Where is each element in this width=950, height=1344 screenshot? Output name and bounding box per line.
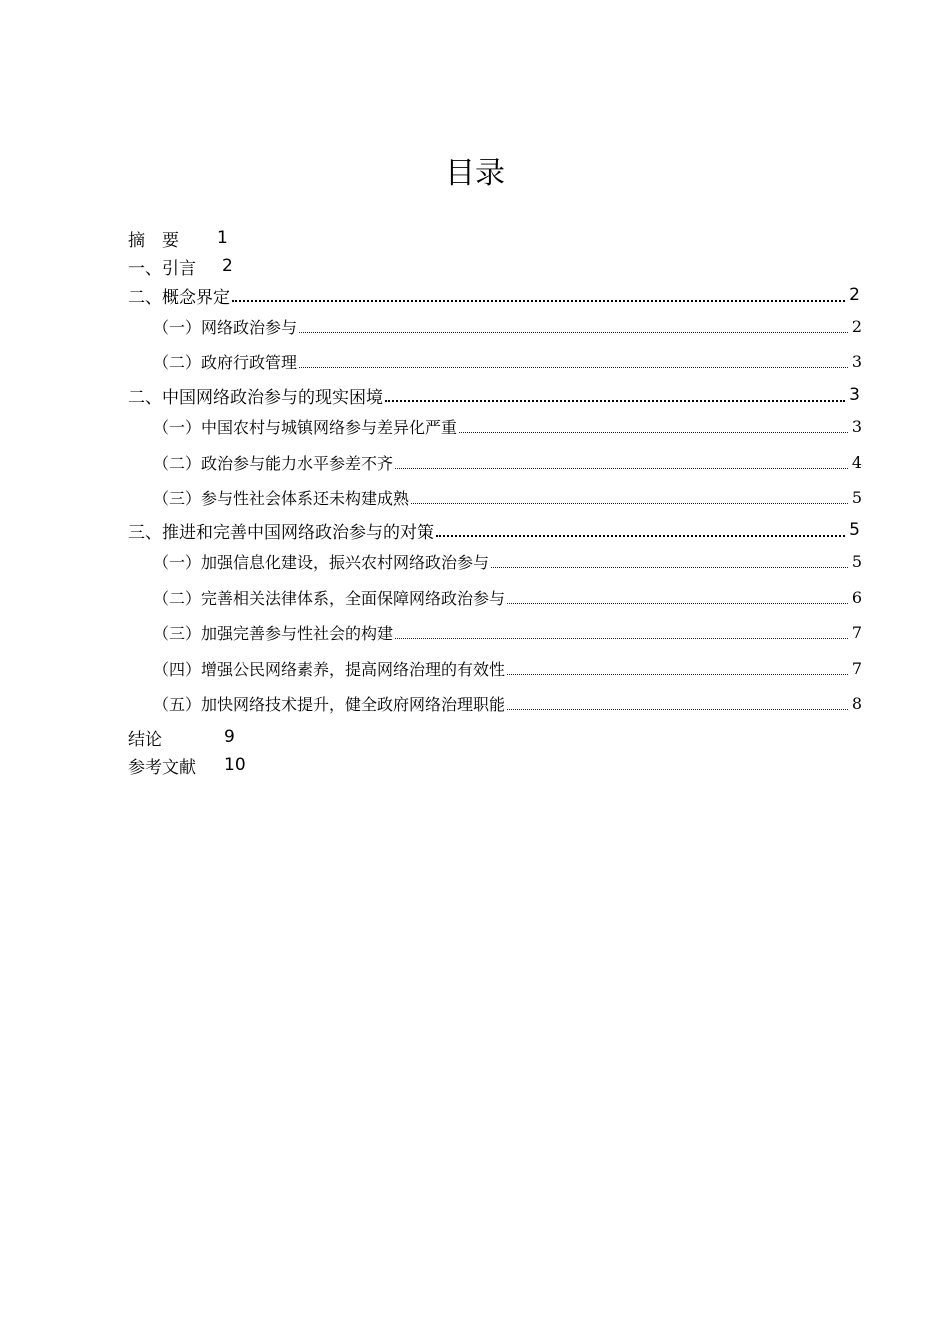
- toc-entry-section[interactable]: [153, 348, 862, 374]
- toc-entry-label: （一）网络政治参与: [153, 317, 298, 337]
- toc-leader-dots: [395, 638, 848, 639]
- toc-entry-chapter-dilemmas[interactable]: [128, 382, 860, 408]
- toc-leader-dots: [299, 367, 848, 368]
- toc-leader-dots: [507, 674, 848, 675]
- toc-entry-label: 三、推进和完善中国网络政治参与的对策: [128, 522, 434, 543]
- toc-entry-label: 二、概念界定: [128, 287, 230, 308]
- toc-entry-page: 9: [224, 727, 235, 747]
- toc-entry-label: 一、引言: [128, 258, 196, 279]
- toc-leader-dots: [411, 503, 848, 504]
- toc-entry-chapter-countermeasures[interactable]: [128, 517, 860, 543]
- toc-entry-references[interactable]: [128, 752, 246, 778]
- toc-entry-label: （三）参与性社会体系还未构建成熟: [153, 488, 410, 508]
- toc-entry-page: 7: [851, 658, 862, 678]
- toc-entry-label: （三）加强完善参与性社会的构建: [153, 623, 394, 643]
- toc-leader-dots: [491, 567, 848, 568]
- toc-entry-section[interactable]: [153, 655, 862, 681]
- toc-leader-dots: [395, 468, 848, 469]
- toc-entry-page: 2: [849, 285, 860, 305]
- toc-entry-chapter-concepts[interactable]: [128, 282, 860, 308]
- toc-entry-label: 结论: [128, 729, 162, 750]
- toc-entry-label: （一）加强信息化建设，振兴农村网络政治参与: [153, 552, 490, 572]
- toc-entry-section[interactable]: [153, 690, 862, 716]
- toc-entry-page: 3: [849, 385, 860, 405]
- toc-title: 目录: [445, 156, 505, 191]
- toc-entry-page: 2: [851, 316, 862, 336]
- toc-entry-page: 3: [851, 351, 862, 371]
- toc-entry-page: 6: [851, 587, 862, 607]
- toc-leader-dots: [385, 400, 845, 402]
- toc-entry-page: 5: [849, 520, 860, 540]
- toc-entry-label: 摘 要: [128, 230, 179, 251]
- toc-entry-introduction[interactable]: [128, 253, 233, 279]
- toc-entry-page: 10: [224, 755, 246, 775]
- toc-leader-dots: [299, 332, 848, 333]
- toc-entry-section[interactable]: [153, 484, 862, 510]
- toc-entry-label: （二）完善相关法律体系，全面保障网络政治参与: [153, 588, 506, 608]
- toc-entry-conclusion[interactable]: [128, 724, 235, 750]
- toc-entry-page: 8: [851, 693, 862, 713]
- toc-entry-page: 4: [851, 452, 862, 472]
- toc-entry-abstract[interactable]: [128, 225, 228, 251]
- toc-leader-dots: [232, 300, 845, 302]
- toc-entry-page: 5: [851, 551, 862, 571]
- toc-entry-section[interactable]: [153, 449, 862, 475]
- toc-entry-section[interactable]: [153, 619, 862, 645]
- toc-entry-label: （二）政府行政管理: [153, 352, 298, 372]
- toc-entry-page: 1: [217, 228, 228, 248]
- toc-entry-page: 7: [851, 622, 862, 642]
- toc-entry-label: （二）政治参与能力水平参差不齐: [153, 453, 394, 473]
- toc-leader-dots: [507, 603, 848, 604]
- toc-entry-section[interactable]: [153, 313, 862, 339]
- toc-entry-section[interactable]: [153, 584, 862, 610]
- toc-entry-label: （五）加快网络技术提升，健全政府网络治理职能: [153, 694, 506, 714]
- toc-entry-section[interactable]: [153, 413, 862, 439]
- toc-entry-label: （四）增强公民网络素养，提高网络治理的有效性: [153, 659, 506, 679]
- toc-entry-label: 二、中国网络政治参与的现实困境: [128, 387, 383, 408]
- toc-entry-label: （一）中国农村与城镇网络参与差异化严重: [153, 417, 458, 437]
- toc-entry-page: 2: [222, 256, 233, 276]
- toc-leader-dots: [459, 432, 848, 433]
- toc-leader-dots: [436, 535, 845, 537]
- toc-entry-page: 3: [851, 416, 862, 436]
- toc-entry-label: 参考文献: [128, 757, 196, 778]
- toc-leader-dots: [507, 709, 848, 710]
- toc-entry-section[interactable]: [153, 548, 862, 574]
- toc-entry-page: 5: [851, 487, 862, 507]
